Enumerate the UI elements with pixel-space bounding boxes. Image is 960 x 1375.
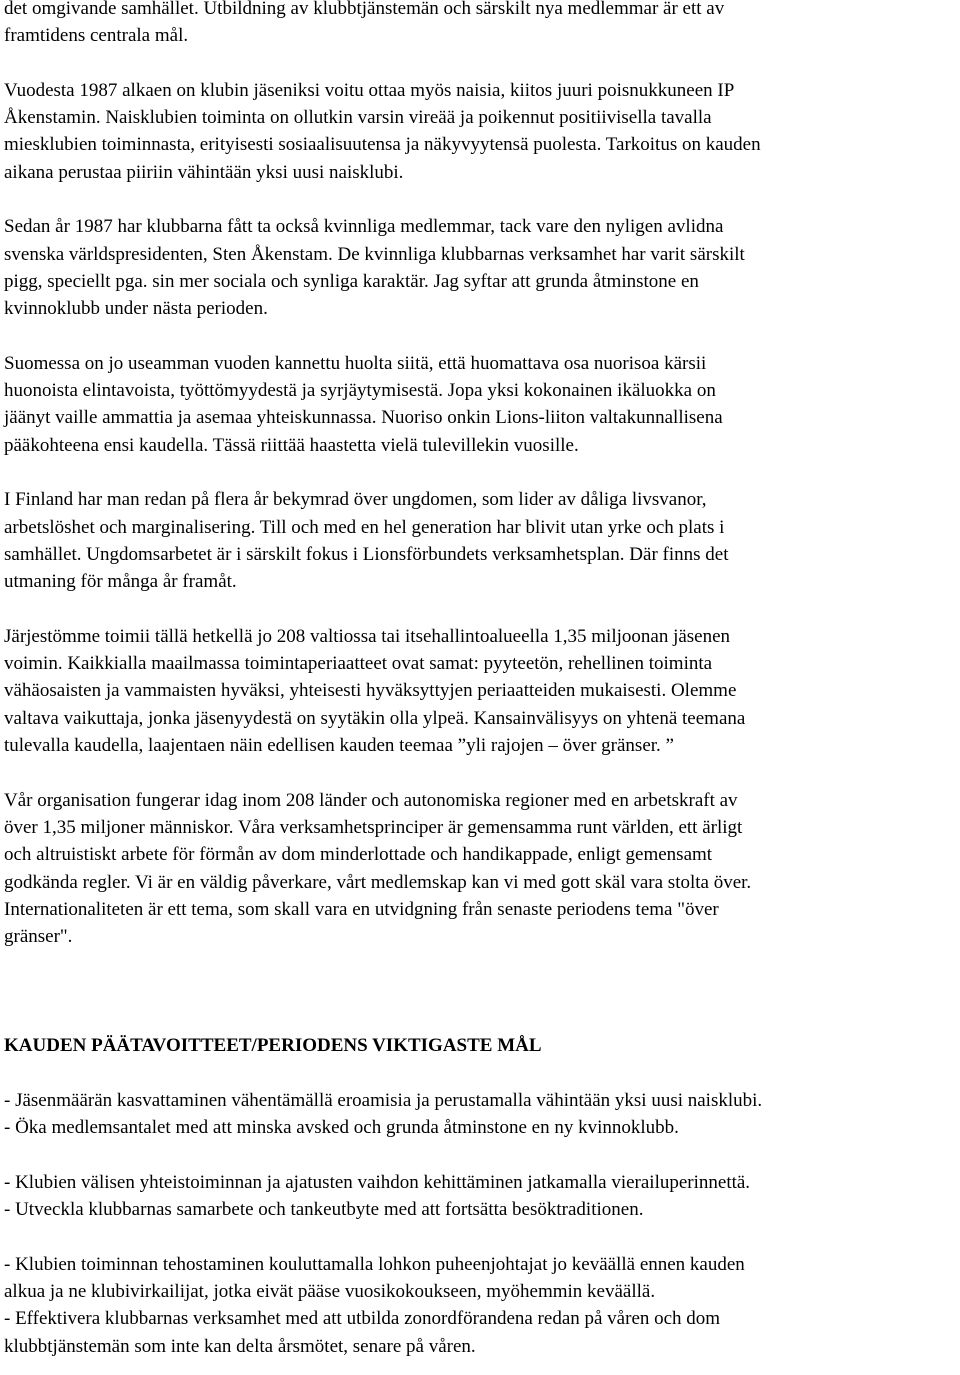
text-line: samhället. Ungdomsarbetet är i särskilt fokus i Lionsförbundets verksamhetsplan. Där finns det <box>4 543 729 565</box>
text-line: jäänyt vaille ammattia ja asemaa yhteiskunnassa. Nuoriso onkin Lions-liiton valtakunnallisena <box>4 407 723 429</box>
text-line: Internationaliteten är ett tema, som skall vara en utvidgning från senaste periodens tema "över <box>4 898 719 920</box>
goal-item: - Jäsenmäärän kasvattaminen vähentämällä eroamisia ja perustamalla vähintään yksi uusi naisklubi. <box>4 1089 763 1111</box>
text-line: framtidens centrala mål. <box>4 25 189 47</box>
text-line: Åkenstamin. Naisklubien toiminta on ollutkin varsin vireää ja poikennut positiivisella tavalla <box>4 107 712 129</box>
text-line: pääkohteena ensi kaudella. Tässä riittää haastetta vielä tulevillekin vuosille. <box>4 434 579 456</box>
goal-item: alkua ja ne klubivirkailijat, jotka eivät pääse vuosikokoukseen, myöhemmin keväällä. <box>4 1280 656 1302</box>
text-line: aikana perustaa piiriin vähintään yksi uusi naisklubi. <box>4 161 404 183</box>
paragraph-4 <box>4 350 960 459</box>
goal-item: - Utveckla klubbarnas samarbete och tankeutbyte med att fortsätta besöktraditionen. <box>4 1199 644 1221</box>
text-line: miesklubien toiminnasta, erityisesti sosiaalisuutensa ja näkyvyytensä puolesta. Tarkoitus on kauden <box>4 134 761 156</box>
paragraph-3 <box>4 213 960 322</box>
text-line: vähäosaisten ja vammaisten hyväksi, yhteisesti hyväksyttyjen periaatteiden mukaisesti. Olemme <box>4 680 737 702</box>
goal-group-cooperation <box>4 1169 960 1224</box>
document-page <box>4 0 960 1360</box>
text-line: Järjestömme toimii tällä hetkellä jo 208 valtiossa tai itsehallintoalueella 1,35 miljoonan jäsenen <box>4 625 731 647</box>
text-line: arbetslöshet och marginalisering. Till och med en hel generation har blivit utan yrke och plats i <box>4 516 725 538</box>
text-line: kvinnoklubb under nästa perioden. <box>4 298 268 320</box>
text-line: gränser". <box>4 926 73 948</box>
text-line: godkända regler. Vi är en väldig påverkare, vårt medlemskap kan vi med gott skäl vara stolta över. <box>4 871 752 893</box>
goal-item: - Klubien toiminnan tehostaminen kouluttamalla lohkon puheenjohtajat jo keväällä ennen kauden <box>4 1253 745 1275</box>
goal-item: - Klubien välisen yhteistoiminnan ja ajatusten vaihdon kehittäminen jatkamalla vierailuperinnettä. <box>4 1171 751 1193</box>
text-line: Sedan år 1987 har klubbarna fått ta också kvinnliga medlemmar, tack vare den nyligen avlidna <box>4 216 724 238</box>
text-line: voimin. Kaikkialla maailmassa toimintaperiaatteet ovat samat: pyyteetön, rehellinen toiminta <box>4 653 713 675</box>
text-line: Vuodesta 1987 alkaen on klubin jäseniksi voitu ottaa myös naisia, kiitos juuri poisnukkuneen IP <box>4 79 735 101</box>
paragraph-7 <box>4 787 960 951</box>
text-line: huonoista elintavoista, työttömyydestä ja syrjäytymisestä. Jopa yksi kokonainen ikäluokka on <box>4 380 716 402</box>
goal-group-training <box>4 1251 960 1360</box>
goal-item: - Effektivera klubbarnas verksamhet med att utbilda zonordförandena redan på våren och dom <box>4 1308 721 1330</box>
text-line: Suomessa on jo useamman vuoden kannettu huolta siitä, että huomattava osa nuorisoa kärsii <box>4 352 707 374</box>
paragraph-1 <box>4 0 960 50</box>
text-line: över 1,35 miljoner människor. Våra verksamhetsprinciper är gemensamma runt världen, ett ärligt <box>4 816 743 838</box>
text-line: det omgivande samhället. Utbildning av klubbtjänstemän och särskilt nya medlemmar är ett av <box>4 0 725 19</box>
goal-item: klubbtjänstemän som inte kan delta årsmötet, senare på våren. <box>4 1335 476 1357</box>
text-line: I Finland har man redan på flera år bekymrad över ungdomen, som lider av dåliga livsvanor, <box>4 489 707 511</box>
goal-item: - Öka medlemsantalet med att minska avsked och grunda åtminstone en ny kvinnoklubb. <box>4 1117 679 1139</box>
text-line: och altruistiskt arbete för förmån av dom minderlottade och handikappade, enligt gemensamt <box>4 844 713 866</box>
goal-group-membership <box>4 1087 960 1142</box>
text-line: pigg, speciellt pga. sin mer sociala och synliga karaktär. Jag syftar att grunda åtminstone en <box>4 270 699 292</box>
text-line: Vår organisation fungerar idag inom 208 länder och autonomiska regioner med en arbetskraft av <box>4 789 738 811</box>
section-heading: KAUDEN PÄÄTAVOITTEET/PERIODENS VIKTIGASTE MÅL <box>4 1035 542 1057</box>
paragraph-5 <box>4 486 960 595</box>
text-line: utmaning för många år framåt. <box>4 571 237 593</box>
paragraph-6 <box>4 623 960 759</box>
text-line: svenska världspresidenten, Sten Åkenstam. De kvinnliga klubbarnas verksamhet har varit särskilt <box>4 243 745 265</box>
paragraph-2 <box>4 77 960 186</box>
text-line: valtava vaikuttaja, jonka jäsenyydestä on syytäkin olla ylpeä. Kansainvälisyys on yhtenä teemana <box>4 707 746 729</box>
text-line: tulevalla kaudella, laajentaen näin edellisen kauden teemaa ”yli rajojen – över gränser. ” <box>4 735 674 757</box>
